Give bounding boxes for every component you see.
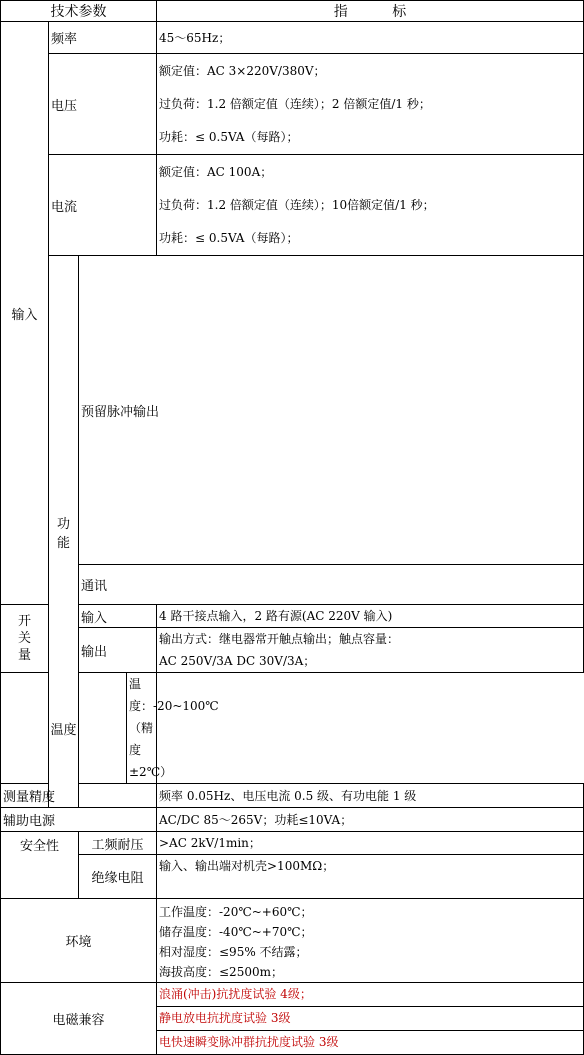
- label-current: 电流: [49, 155, 157, 256]
- group-input: 输入: [1, 22, 49, 605]
- env-work-temp: 工作温度：-20℃~+60℃；: [159, 905, 313, 919]
- value-switch-output: [157, 628, 584, 673]
- emc-eft: 电快速瞬变脉冲群抗扰度试验 3级: [159, 1035, 339, 1049]
- label-withstand: 工频耐压: [79, 832, 157, 855]
- label-accuracy: 测量精度: [1, 784, 157, 808]
- value-aux-power: AC/DC 85～265V；功耗≤10VA；: [157, 808, 584, 832]
- switch-char-1: 开: [17, 614, 31, 629]
- env-altitude: 海拔高度：≤2500m；: [159, 965, 283, 979]
- label-insulation: 绝缘电阻: [79, 855, 157, 899]
- switch-label: [1, 605, 49, 673]
- switch-output-line-2: AC 250V/3A DC 30V/3A；: [159, 654, 316, 668]
- label-switch-input: 输入: [79, 605, 157, 628]
- voltage-rated: 额定值：AC 3×220V/380V；: [159, 64, 326, 78]
- current-power: 功耗：≤ 0.5VA（每路）；: [159, 231, 299, 245]
- header-tech-params: 技术参数: [1, 1, 157, 22]
- value-current: [157, 155, 584, 256]
- header-indicators: 指 标: [157, 1, 584, 22]
- current-overload: 过负荷：1.2 倍额定值（连续）；10倍额定值/1 秒；: [159, 198, 435, 212]
- value-environment: [157, 899, 584, 983]
- switch-char-3: 量: [17, 648, 31, 663]
- voltage-power: 功耗：≤ 0.5VA（每路）；: [159, 130, 299, 144]
- value-emc: [157, 983, 584, 1055]
- label-frequency: 频率: [49, 22, 157, 54]
- value-frequency: 45～65Hz；: [157, 22, 584, 54]
- switch-output-line-1: 输出方式：继电器常开触点输出；触点容量：: [159, 632, 400, 646]
- label-emc: 电磁兼容: [1, 983, 157, 1055]
- value-withstand: >AC 2kV/1min；: [157, 832, 584, 855]
- voltage-overload: 过负荷：1.2 倍额定值（连续）；2 倍额定值/1 秒；: [159, 97, 431, 111]
- emc-esd: 静电放电抗扰度试验 3级: [159, 1011, 291, 1025]
- label-comm: 通讯: [79, 565, 584, 605]
- label-aux-power: 辅助电源: [1, 808, 157, 832]
- label-switch-output: 输出: [79, 628, 157, 673]
- label-voltage: 电压: [49, 54, 157, 155]
- current-rated: 额定值：AC 100A；: [159, 165, 273, 179]
- label-temperature: 温度: [1, 673, 127, 784]
- label-environment: 环境: [1, 899, 157, 983]
- label-pulse: 预留脉冲输出: [79, 256, 584, 565]
- group-function: 功能: [49, 256, 79, 808]
- value-insulation: 输入、输出端对机壳>100MΩ；: [157, 855, 584, 899]
- value-switch-input: 4 路干接点输入，2 路有源(AC 220V 输入): [157, 605, 584, 628]
- emc-surge: 浪涌(冲击)抗扰度试验 4级；: [159, 987, 312, 1001]
- env-storage-temp: 储存温度：-40℃~+70℃；: [159, 925, 313, 939]
- value-temperature: 温度：-20~100℃（精度±2℃）: [127, 673, 157, 784]
- group-safety: 安全性: [1, 832, 79, 899]
- value-accuracy: 频率 0.05Hz、电压电流 0.5 级、有功电能 1 级: [157, 784, 584, 808]
- switch-char-2: 关: [17, 631, 31, 646]
- env-humidity: 相对湿度：≤95% 不结露；: [159, 945, 308, 959]
- value-voltage: [157, 54, 584, 155]
